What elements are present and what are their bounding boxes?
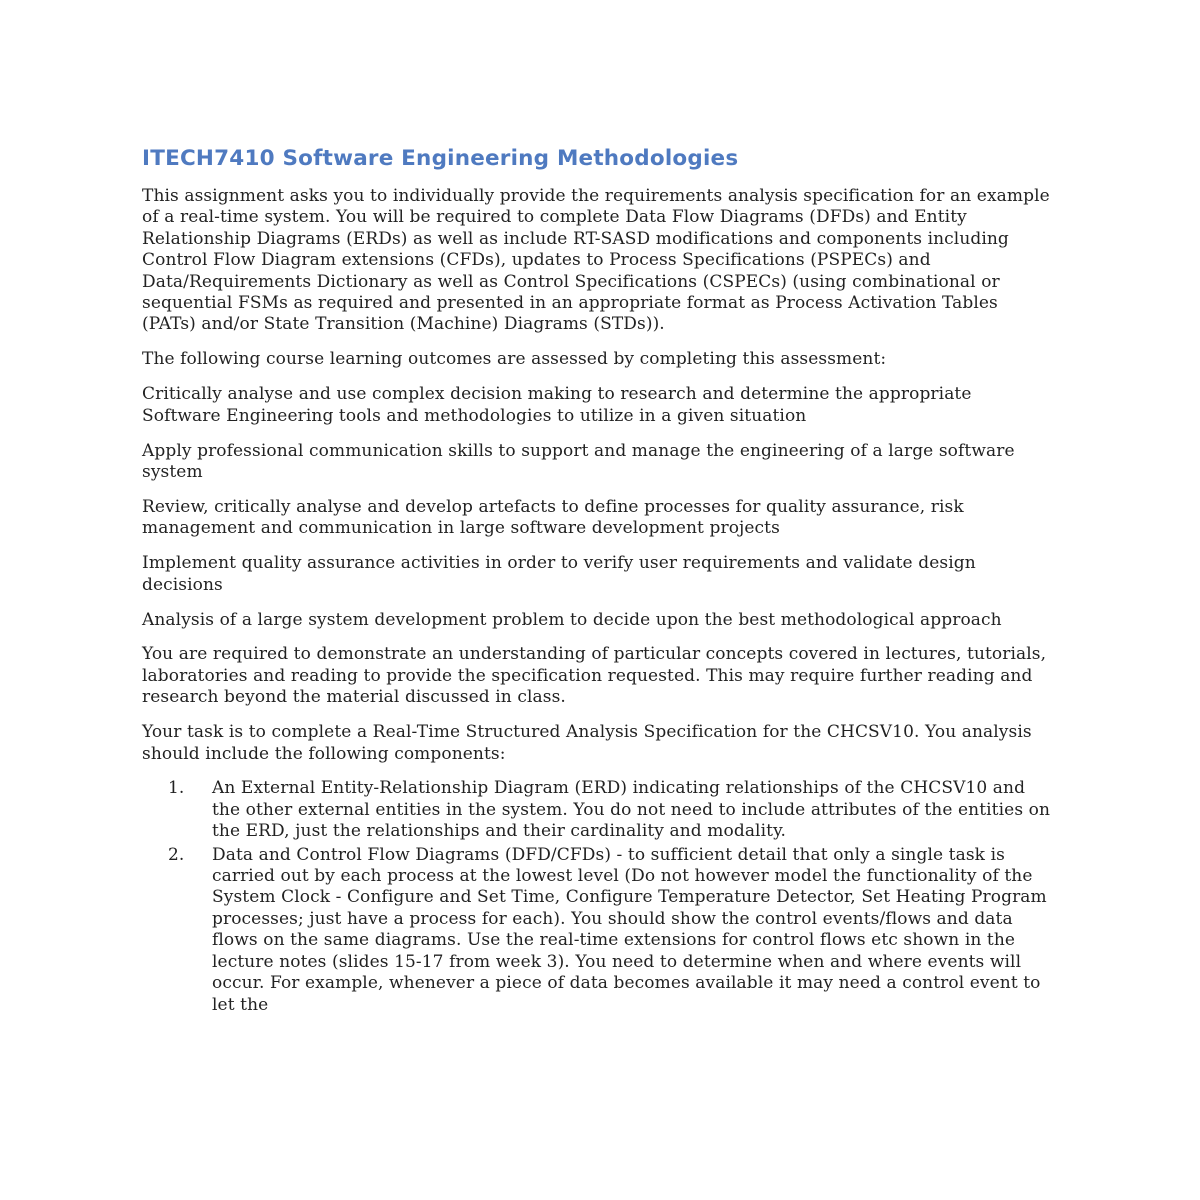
task-paragraph: Your task is to complete a Real-Time Structured Analysis Specification for the CHCSV10. You analysis should include the following components: <box>142 722 1032 764</box>
document-page <box>142 144 1054 1018</box>
learning-outcome-1: Critically analyse and use complex decision making to research and determine the appropriate Software Engineering tools and methodologies to utilize in a given situation <box>142 384 972 426</box>
list-item <box>142 845 1054 1016</box>
list-item-number: 1. <box>168 778 185 799</box>
list-item <box>142 778 1054 842</box>
list-item-text: An External Entity-Relationship Diagram (ERD) indicating relationships of the CHCSV10 and the other external entities in the system. You do not need to include attributes of the entities on the ERD, just the relationships and their cardinality and modality. <box>212 778 1051 842</box>
list-item-text: Data and Control Flow Diagrams (DFD/CFDs) - to sufficient detail that only a single task is carried out by each process at the lowest level (Do not however model the functionality of the System Clock - Configure and Set Time, Configure Temperature Detector, Set Heating Program processes; just have a process for each). You should show the control events/flows and data flows on the same diagrams. Use the real-time extensions for control flows etc shown in the lecture notes (slides 15-17 from week 3). You need to determine when and where events will occur. For example, whenever a piece of data becomes available it may need a control event to let the <box>212 844 1047 1015</box>
learning-outcome-2: Apply professional communication skills to support and manage the engineering of a large software system <box>142 440 1015 482</box>
learning-outcome-5: Analysis of a large system development problem to decide upon the best methodological approach <box>142 609 1002 630</box>
document-title: ITECH7410 Software Engineering Methodologies <box>142 146 739 171</box>
outcomes-intro-paragraph: The following course learning outcomes are assessed by completing this assessment: <box>142 349 887 370</box>
learning-outcome-4: Implement quality assurance activities in order to verify user requirements and validate design decisions <box>142 553 976 595</box>
list-item-number: 2. <box>168 844 185 865</box>
intro-paragraph: This assignment asks you to individually provide the requirements analysis specification for an example of a real-time system. You will be required to complete Data Flow Diagrams (DFDs) and Entity Relationship Diagrams (ERDs) as well as include RT-SASD modifications and components including Control Flow Diagram extensions (CFDs), updates to Process Specifications (PSPECs) and Data/Requirements Dictionary as well as Control Specifications (CSPECs) (using combinational or sequential FSMs as required and presented in an appropriate format as Process Activation Tables (PATs) and/or State Transition (Machine) Diagrams (STDs)). <box>142 186 1050 335</box>
requirements-paragraph: You are required to demonstrate an understanding of particular concepts covered in lectures, tutorials, laboratories and reading to provide the specification requested. This may require further reading and research beyond the material discussed in class. <box>142 644 1047 708</box>
learning-outcome-3: Review, critically analyse and develop artefacts to define processes for quality assurance, risk management and communication in large software development projects <box>142 496 964 539</box>
components-list <box>142 778 1054 1015</box>
